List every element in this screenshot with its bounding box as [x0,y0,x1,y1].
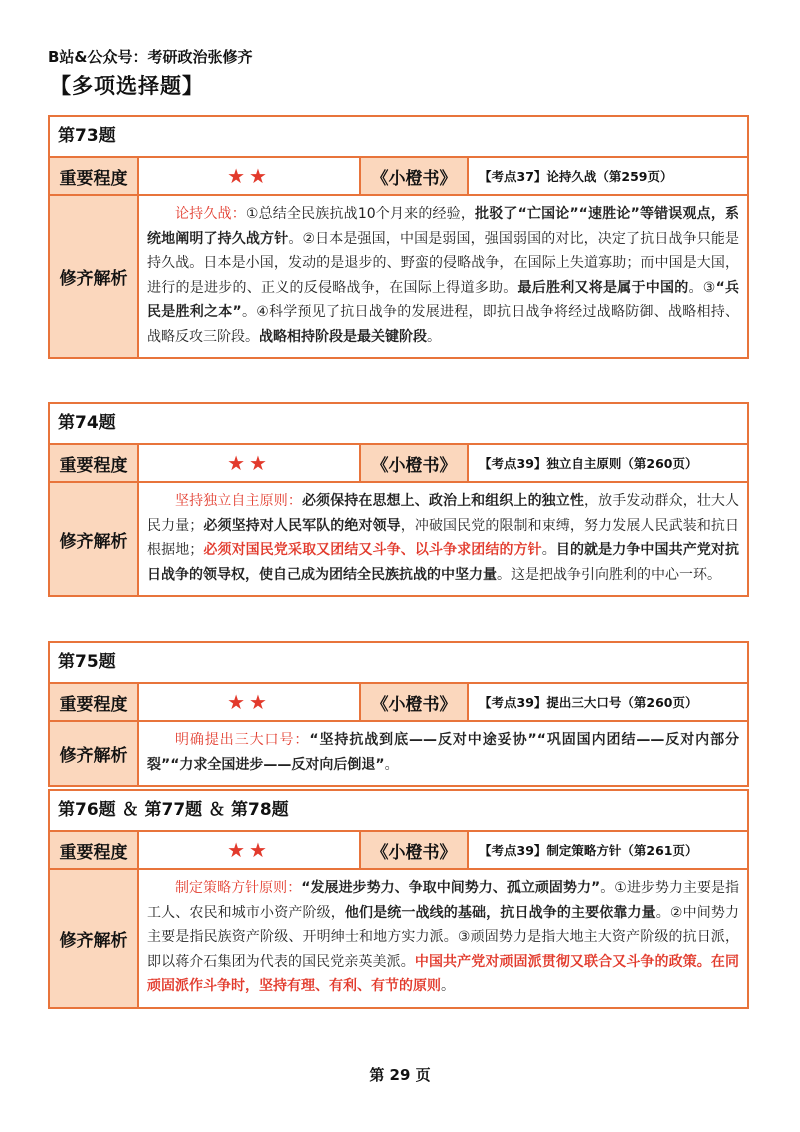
analysis-segment: 目的就是力争中国共产党对抗日战争的领导权，使自己成为团结全民族抗战的中坚力量 [147,542,740,583]
analysis-segment: 他们是统一战线的基础，抗日战争的主要依靠力量 [344,904,656,921]
analysis-label: 修齐解析 [50,196,139,357]
analysis-label: 修齐解析 [50,870,139,1007]
knowledge-point: 【考点39】提出三大口号（第260页） [479,695,698,710]
analysis-segment: 论持久战： [175,206,246,222]
knowledge-point: 【考点39】制定策略方针（第261页） [479,843,698,858]
analysis-segment: 中国共产党对顽固派贯彻又联合又斗争的政策。在同顽固派作斗争时，坚持有理、有利、有节的原则 [147,953,740,994]
book-label: 《小橙书》 [361,445,469,481]
knowledge-point: 【考点37】论持久战（第259页） [479,169,673,184]
importance-row [50,684,747,722]
analysis-segment: 。②中间势力主要是指民族资产阶级、开明绅士和地方实力派。③顽固势力是指大地主大资产阶级的抗日派，即以蒋介石集团为代表的国民党亲英美派。 [147,904,739,970]
book-label: 《小橙书》 [361,684,469,720]
analysis-segment: 必须对国民党采取又团结又斗争、以斗争求团结的方针 [203,542,542,558]
analysis-row [50,196,747,357]
analysis-text [139,870,747,1007]
importance-row [50,445,747,483]
importance-stars: ★★ [139,158,361,194]
analysis-segment: 明确提出三大口号： [175,732,310,748]
analysis-text [139,483,747,595]
analysis-segment: 。②日本是强国，中国是弱国，强国弱国的对比，决定了抗日战争只能是持久战。日本是小国，发动的是退步的、野蛮的侵略战争，在国际上失道寡助；而中国是大国，进行的是进步的、正义的反侵略战争，在国际上得道多助。 [147,230,739,296]
analysis-label: 修齐解析 [50,722,139,785]
analysis-row [50,722,747,785]
question-title: 第74题 [50,404,747,445]
analysis-segment: 。 [441,978,455,994]
importance-label: 重要程度 [50,445,139,481]
question-title: 第75题 [50,643,747,684]
analysis-segment: 。 [541,542,556,558]
analysis-segment: “兵民是胜利之本” [147,279,740,320]
analysis-segment: 批驳了“亡国论”“速胜论”等错误观点，系统地阐明了持久战方针 [147,206,739,247]
section-title: 【多项选择题】 [50,74,204,98]
analysis-row [50,483,747,595]
analysis-segment: 。 [384,756,399,773]
page-number: 第 29 页 [369,1066,431,1084]
analysis-segment: ，冲破国民党的限制和束缚，努力发展人民武装和抗日根据地； [147,517,740,558]
analysis-segment: 必须保持在思想上、政治上和组织上的独立性 [301,493,584,509]
question-block-74 [48,402,749,597]
analysis-segment: 必须坚持对人民军队的绝对领导 [203,517,401,534]
analysis-segment: 。这是把战争引向胜利的中心一环。 [497,566,721,583]
importance-label: 重要程度 [50,832,139,868]
analysis-segment: 。③ [688,279,716,296]
analysis-segment: 。④科学预见了抗日战争的发展进程，即抗日战争将经过战略防御、战略相持、战略反攻三阶段。 [147,304,739,345]
analysis-text [139,722,747,785]
analysis-segment: 战略相持阶段是最关键阶段 [259,328,427,345]
analysis-segment: “发展进步势力、争取中间势力、孤立顽固势力” [301,880,601,896]
analysis-segment: 最后胜利又将是属于中国的 [517,279,689,296]
importance-stars: ★★ [139,445,361,481]
analysis-segment: 。 [427,328,441,345]
analysis-segment: ，放手发动群众，壮大人民力量； [147,493,740,534]
question-title: 第76题 ＆ 第77题 ＆ 第78题 [50,791,747,832]
analysis-text [139,196,747,357]
importance-label: 重要程度 [50,684,139,720]
question-block-75 [48,641,749,787]
analysis-label: 修齐解析 [50,483,139,595]
importance-stars: ★★ [139,684,361,720]
source-header: B站&公众号：考研政治张修齐 [48,48,253,66]
analysis-segment: ①总结全民族抗战10个月来的经验， [245,206,476,222]
importance-stars: ★★ [139,832,361,868]
analysis-segment: 制定策略方针原则： [175,880,302,896]
importance-row [50,158,747,196]
analysis-segment: 。①进步势力主要是指工人、农民和城市小资产阶级， [147,880,739,921]
importance-row [50,832,747,870]
importance-label: 重要程度 [50,158,139,194]
analysis-segment: “坚持抗战到底——反对中途妥协”“巩固国内团结——反对内部分裂”“力求全国进步——反对向后倒退” [147,732,740,773]
question-block-73 [48,115,749,359]
knowledge-point: 【考点39】独立自主原则（第260页） [479,456,698,471]
book-label: 《小橙书》 [361,832,469,868]
question-block-76-78 [48,789,749,1009]
question-title: 第73题 [50,117,747,158]
book-label: 《小橙书》 [361,158,469,194]
analysis-segment: 坚持独立自主原则： [175,493,302,509]
analysis-row [50,870,747,1007]
